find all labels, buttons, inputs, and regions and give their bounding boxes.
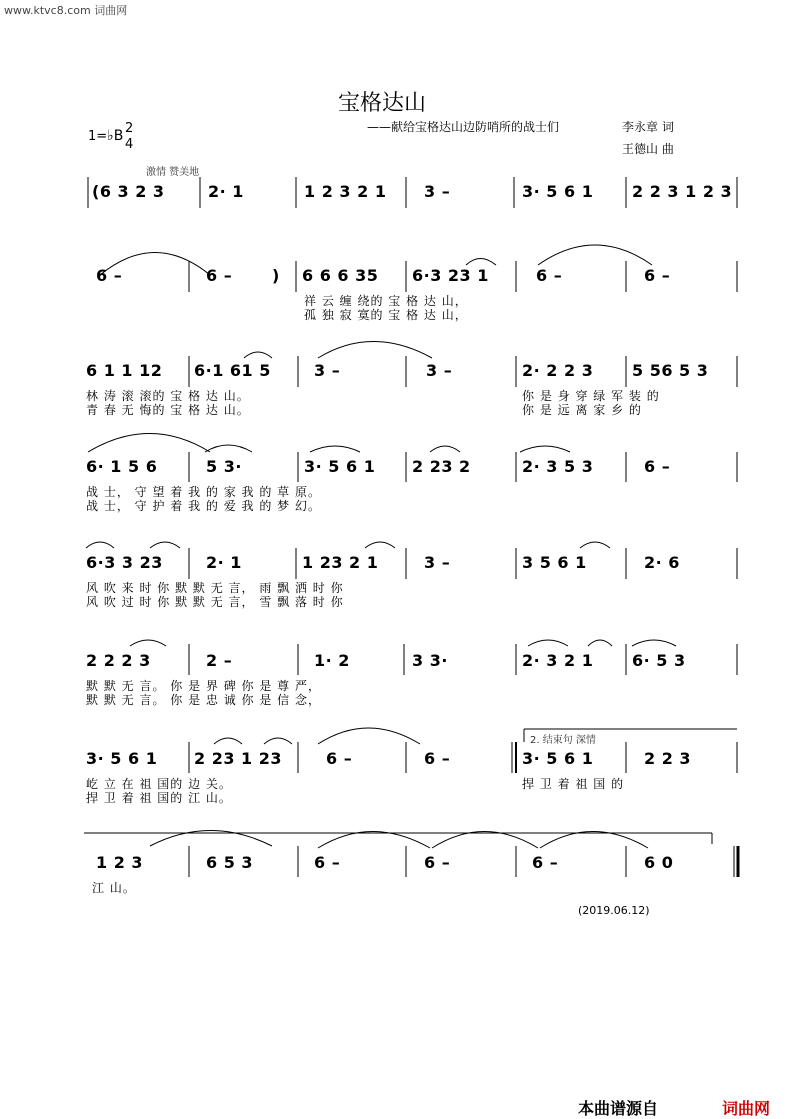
measure: 2 23 2 [412, 457, 471, 476]
measure: 2· 3 5 3 [522, 457, 594, 476]
measure: 6·1 61 5 [194, 361, 271, 380]
measure: 2· 1 [208, 182, 244, 201]
measure: 6 – [644, 457, 671, 476]
measure: 6 – [424, 749, 451, 768]
measure: 6 – [532, 853, 559, 872]
footer-site-link[interactable]: 词曲网 [722, 1099, 771, 1118]
lyric-line: 捍 卫 着 祖 国 的 [522, 777, 625, 791]
lyric-line: 风 吹 来 时 你 默 默 无 言， 雨 飘 洒 时 你 [86, 581, 344, 595]
measure: 3· 5 6 1 [522, 749, 594, 768]
measure: 2· 6 [644, 553, 680, 572]
song-title: 宝格达山 [338, 91, 427, 116]
lyric-line: 战 士， 守 望 着 我 的 家 我 的 草 原。 [86, 485, 321, 499]
lyric-line: 江 山。 [92, 881, 136, 895]
measure: 6 6 6 35 [302, 266, 379, 285]
lyric-line: 默 默 无 言。 你 是 忠 诚 你 是 信 念， [86, 693, 321, 707]
measure: 3 – [424, 182, 451, 201]
measure: 3· 5 6 1 [522, 182, 594, 201]
measure: 6 – [206, 266, 233, 285]
measure: 2 23 1 23 [194, 749, 283, 768]
measure: 2 2 2 3 [86, 651, 151, 670]
composer: 王德山 曲 [622, 142, 674, 156]
lyricist: 李永章 词 [622, 120, 674, 134]
measure: 2· 2 2 3 [522, 361, 594, 380]
measure: 6·3 3 23 [86, 553, 163, 572]
measure: ) [272, 266, 280, 285]
measure: 3 – [424, 553, 451, 572]
measure: 6 5 3 [206, 853, 254, 872]
measure: 6 – [644, 266, 671, 285]
key-signature: 1=♭B [88, 128, 124, 144]
measure: 5 3· [206, 457, 242, 476]
measure: 3 5 6 1 [522, 553, 587, 572]
lyric-line: 孤 独 寂 寞的 宝 格 达 山， [304, 308, 468, 322]
measure: 3· 5 6 1 [304, 457, 376, 476]
measure: 2· 3 2 1 [522, 651, 594, 670]
lyric-line: 你 是 远 离 家 乡 的 [522, 403, 642, 417]
time-bottom: 4 [125, 137, 134, 152]
measure: 6·3 23 1 [412, 266, 489, 285]
lyric-line: 捍 卫 着 祖 国的 江 山。 [86, 791, 232, 805]
measure: 2 2 3 [644, 749, 692, 768]
measure: 6 1 1 12 [86, 361, 163, 380]
lyric-line: 青 春 无 悔的 宝 格 达 山。 [86, 403, 250, 417]
measure: 6 – [536, 266, 563, 285]
lyric-line: 祥 云 缠 绕的 宝 格 达 山， [304, 294, 468, 308]
measure: 1 2 3 2 1 [304, 182, 387, 201]
lyric-line: 屹 立 在 祖 国的 边 关。 [86, 777, 232, 791]
footer-source-label: 本曲谱源自 [578, 1099, 659, 1118]
measure: 2 – [206, 651, 233, 670]
measure: 6 – [96, 266, 123, 285]
measure: 1 23 2 1 [302, 553, 379, 572]
ending-label: 2. 结束句 深情 [530, 735, 596, 746]
measure: 6 – [326, 749, 353, 768]
measure: (6 3 2 3 [92, 182, 165, 201]
tempo-marking: 激情 赞美地 [146, 167, 200, 178]
measure: 6 – [314, 853, 341, 872]
key-label: 1= [88, 129, 108, 144]
measure: 2 2 3 1 2 3 [632, 182, 733, 201]
measure: 3 – [426, 361, 453, 380]
subtitle: ——献给宝格达山边防哨所的战士们 [367, 120, 560, 134]
date-stamp: (2019.06.12) [578, 904, 650, 917]
lyric-line: 你 是 身 穿 绿 军 装 的 [522, 389, 660, 403]
measure: 2· 1 [206, 553, 242, 572]
time-top: 2 [125, 121, 134, 136]
lyric-line: 战 士， 守 护 着 我 的 爱 我 的 梦 幻。 [86, 499, 321, 513]
measure: 5 56 5 3 [632, 361, 709, 380]
lyric-line: 默 默 无 言。 你 是 界 碑 你 是 尊 严， [86, 679, 321, 693]
watermark: www.ktvc8.com 词曲网 [4, 4, 128, 17]
measure: 3· 5 6 1 [86, 749, 158, 768]
measure: 6· 5 3 [632, 651, 686, 670]
measure: 3 3· [412, 651, 448, 670]
measure: 6 – [424, 853, 451, 872]
measure: 6 0 [644, 853, 674, 872]
measure: 3 – [314, 361, 341, 380]
measure: 1· 2 [314, 651, 350, 670]
measure: 6· 1 5 6 [86, 457, 158, 476]
measure: 1 2 3 [96, 853, 144, 872]
lyric-line: 林 涛 滚 滚的 宝 格 达 山。 [86, 389, 250, 403]
lyric-line: 风 吹 过 时 你 默 默 无 言， 雪 飘 落 时 你 [86, 595, 344, 609]
